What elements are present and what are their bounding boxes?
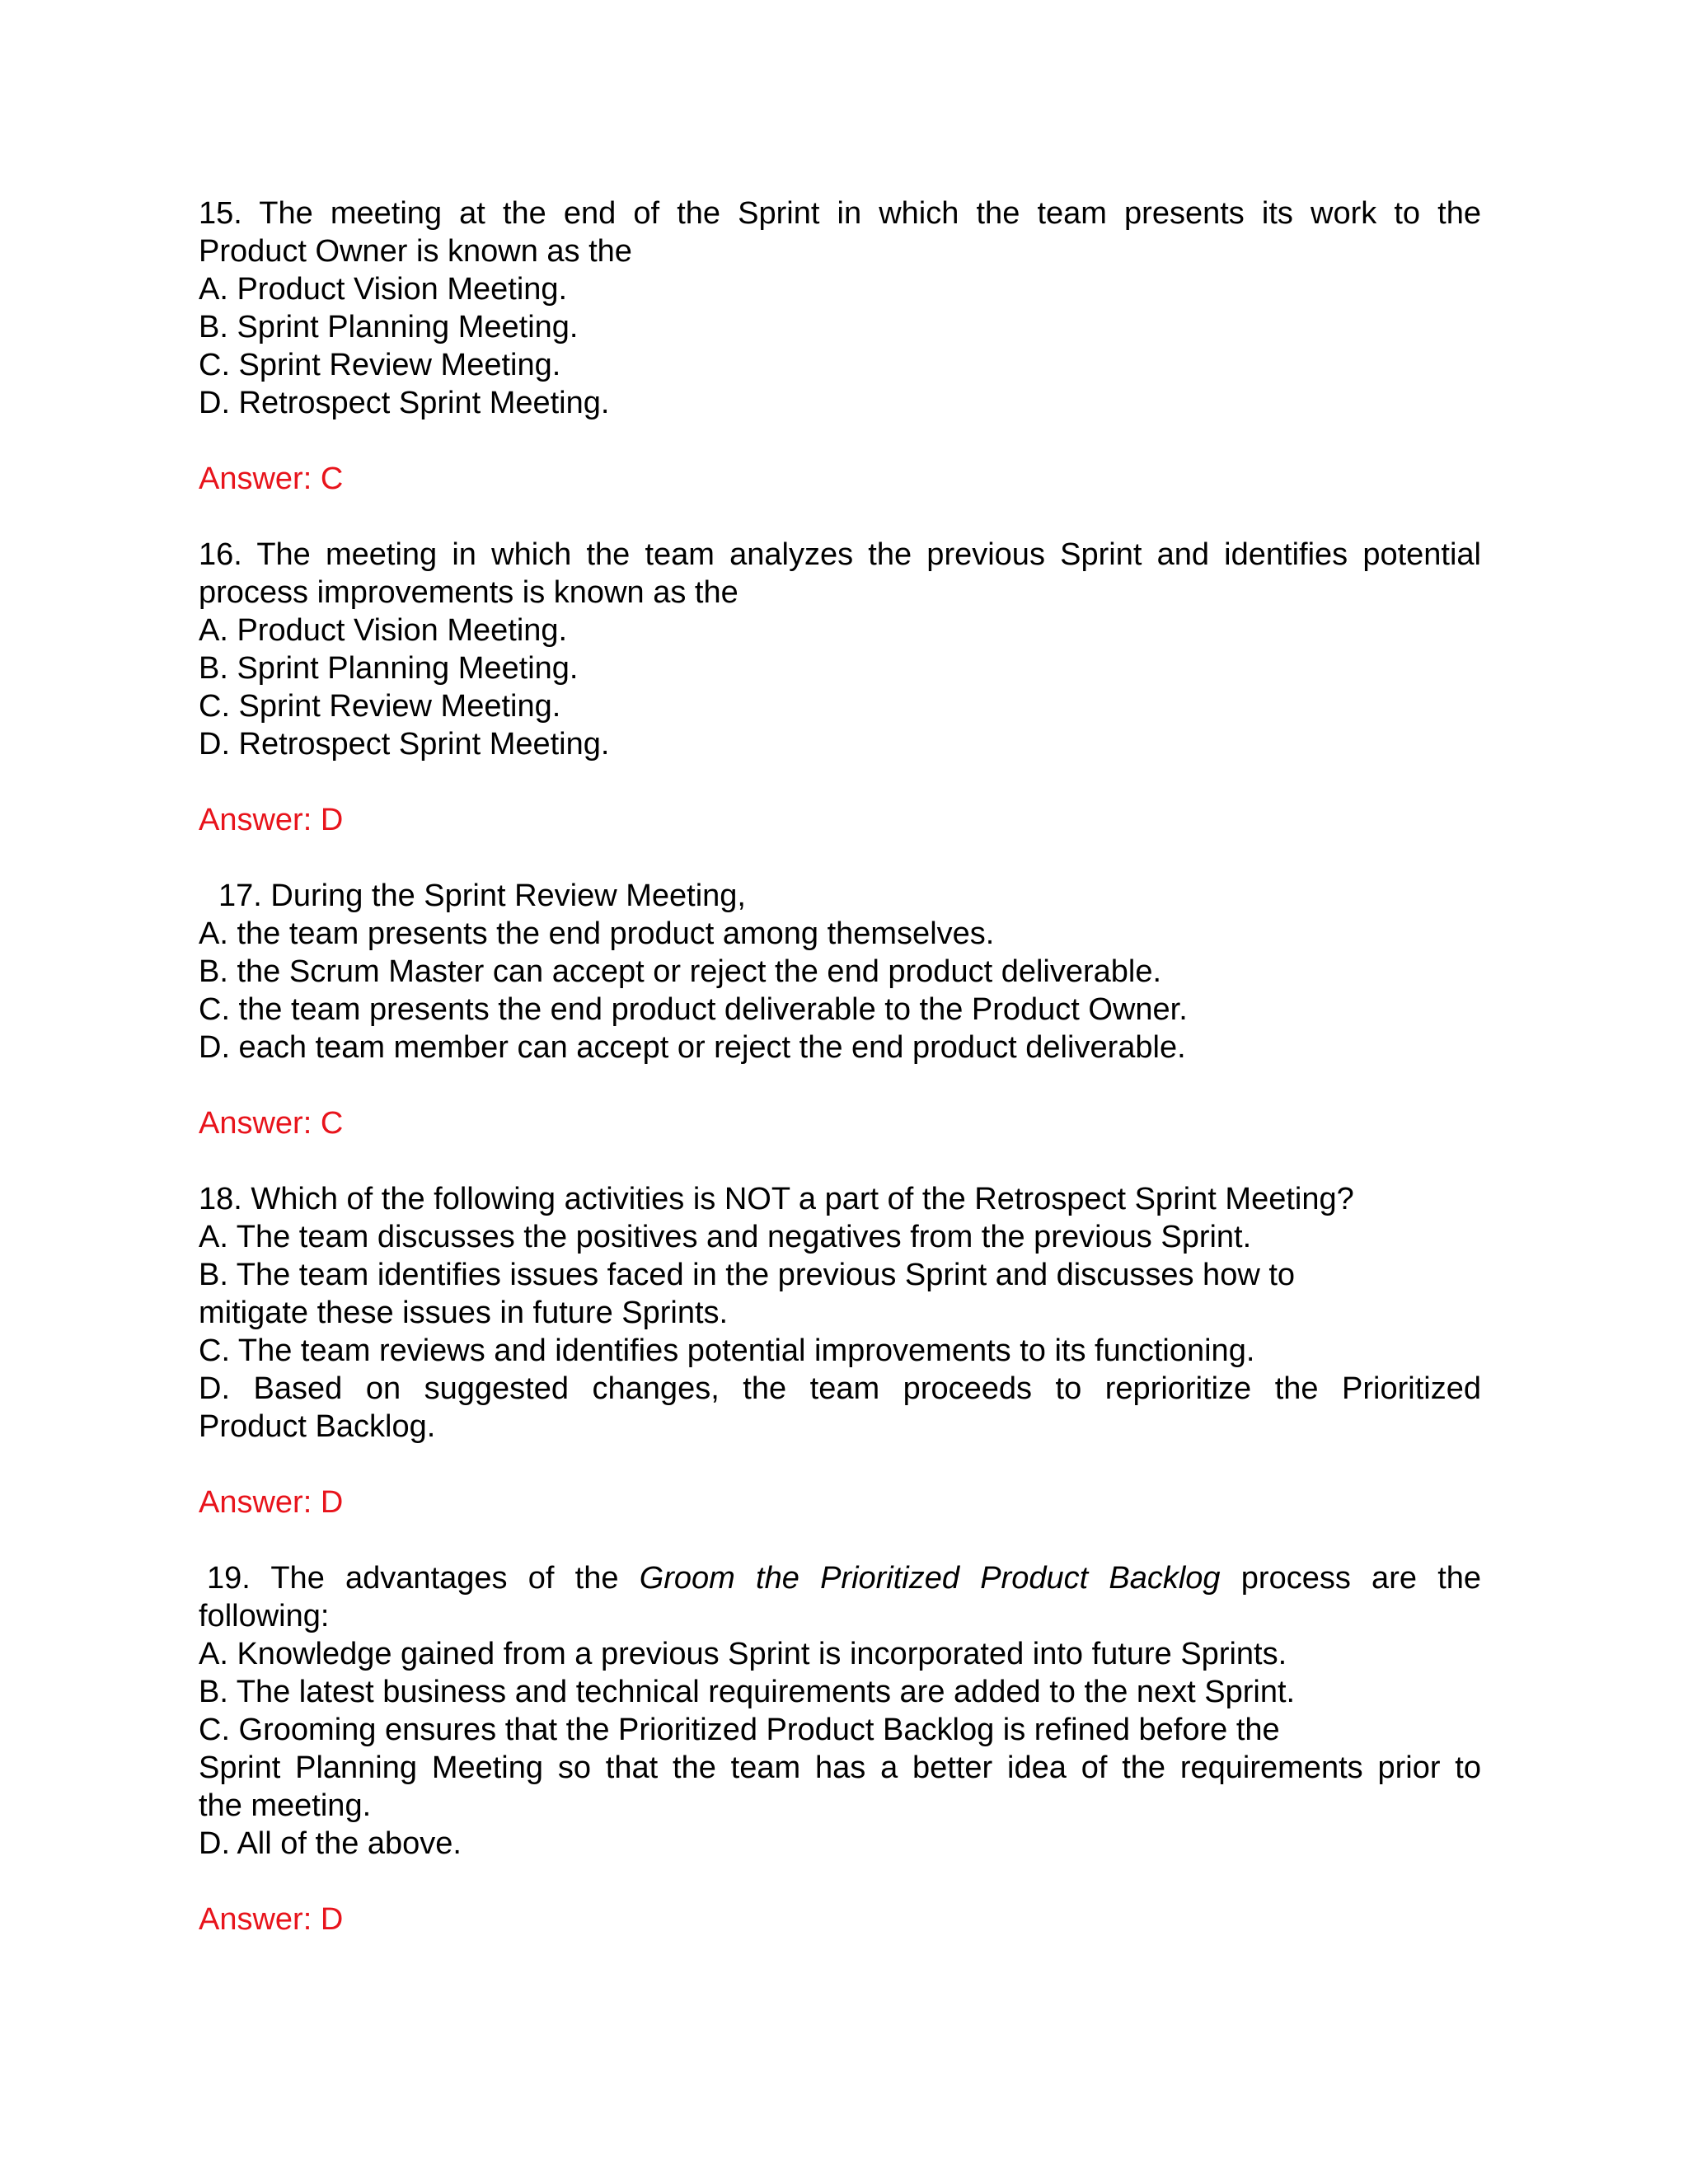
question-19-stem-line-2: following: (199, 1599, 330, 1633)
question-19-option-c-line-3: the meeting. (199, 1788, 372, 1823)
spacer (199, 422, 1481, 460)
question-18-stem: 18. Which of the following activities is NOT a part of the Retrospect Sprint Meeting? (199, 1182, 1354, 1216)
question-16-option-a: A. Product Vision Meeting. (199, 613, 568, 648)
question-19-option-c-line-2: Sprint Planning Meeting so that the team has a better idea of the requirements prior to (199, 1750, 1481, 1785)
question-16-stem-line-2: process improvements is known as the (199, 575, 738, 610)
question-19-stem-suffix: process are the (1240, 1561, 1482, 1596)
spacer (199, 1521, 1481, 1559)
question-16-option-b: B. Sprint Planning Meeting. (199, 651, 579, 686)
question-18-option-c: C. The team reviews and identifies potential improvements to its functioning. (199, 1333, 1255, 1368)
question-18-option-d-line-2: Product Backlog. (199, 1409, 436, 1444)
question-15-option-d: D. Retrospect Sprint Meeting. (199, 386, 610, 420)
question-19-option-a: A. Knowledge gained from a previous Sprint is incorporated into future Sprints. (199, 1637, 1287, 1671)
question-19-answer: Answer: D (199, 1902, 344, 1937)
spacer (199, 1863, 1481, 1900)
question-18-option-d-line-1: D. Based on suggested changes, the team proceeds to reprioritize the Prioritized (199, 1371, 1481, 1406)
question-19-option-b: B. The latest business and technical requirements are added to the next Sprint. (199, 1675, 1296, 1709)
question-18 (199, 1180, 1481, 1559)
question-19-option-c-line-1: C. Grooming ensures that the Prioritized Product Backlog is refined before the (199, 1713, 1280, 1747)
question-18-option-a: A. The team discusses the positives and negatives from the previous Sprint. (199, 1220, 1252, 1254)
question-15-answer: Answer: C (199, 462, 344, 496)
question-17-option-b: B. the Scrum Master can accept or reject the end product deliverable. (199, 954, 1162, 989)
question-15 (199, 194, 1481, 536)
spacer (199, 498, 1481, 536)
question-19-stem-line-1 (199, 1559, 1481, 1597)
question-15-stem-line-1: 15. The meeting at the end of the Sprint in which the team presents its work to the (199, 196, 1481, 231)
question-17-option-a: A. the team presents the end product among themselves. (199, 916, 995, 951)
spacer (199, 1446, 1481, 1483)
question-19-stem-prefix: 19. The advantages of the (207, 1561, 619, 1596)
question-16-stem-line-1: 16. The meeting in which the team analyzes the previous Sprint and identifies potential (199, 537, 1481, 572)
question-16-option-c: C. Sprint Review Meeting. (199, 689, 561, 724)
question-17-answer: Answer: C (199, 1106, 344, 1141)
question-15-option-a: A. Product Vision Meeting. (199, 272, 568, 307)
question-19-option-d: D. All of the above. (199, 1826, 462, 1861)
question-15-option-c: C. Sprint Review Meeting. (199, 348, 561, 382)
question-18-answer: Answer: D (199, 1485, 344, 1520)
question-18-option-b-line-2: mitigate these issues in future Sprints. (199, 1296, 729, 1330)
question-17 (199, 877, 1481, 1180)
question-15-option-b: B. Sprint Planning Meeting. (199, 310, 579, 344)
question-15-stem-line-2: Product Owner is known as the (199, 234, 632, 269)
spacer (199, 1066, 1481, 1104)
question-19-stem-process-name: Groom the Prioritized Product Backlog (639, 1561, 1221, 1596)
spacer (199, 1142, 1481, 1180)
document-page (199, 194, 1481, 1938)
spacer (199, 763, 1481, 801)
question-19 (199, 1559, 1481, 1938)
question-17-option-d: D. each team member can accept or reject the end product deliverable. (199, 1030, 1186, 1065)
question-16 (199, 536, 1481, 877)
question-16-answer: Answer: D (199, 803, 344, 837)
question-18-option-b-line-1: B. The team identifies issues faced in the previous Sprint and discusses how to (199, 1258, 1296, 1292)
question-16-option-d: D. Retrospect Sprint Meeting. (199, 727, 610, 762)
spacer (199, 839, 1481, 877)
question-17-stem: 17. During the Sprint Review Meeting, (218, 879, 746, 913)
question-17-option-c: C. the team presents the end product deliverable to the Product Owner. (199, 992, 1188, 1027)
